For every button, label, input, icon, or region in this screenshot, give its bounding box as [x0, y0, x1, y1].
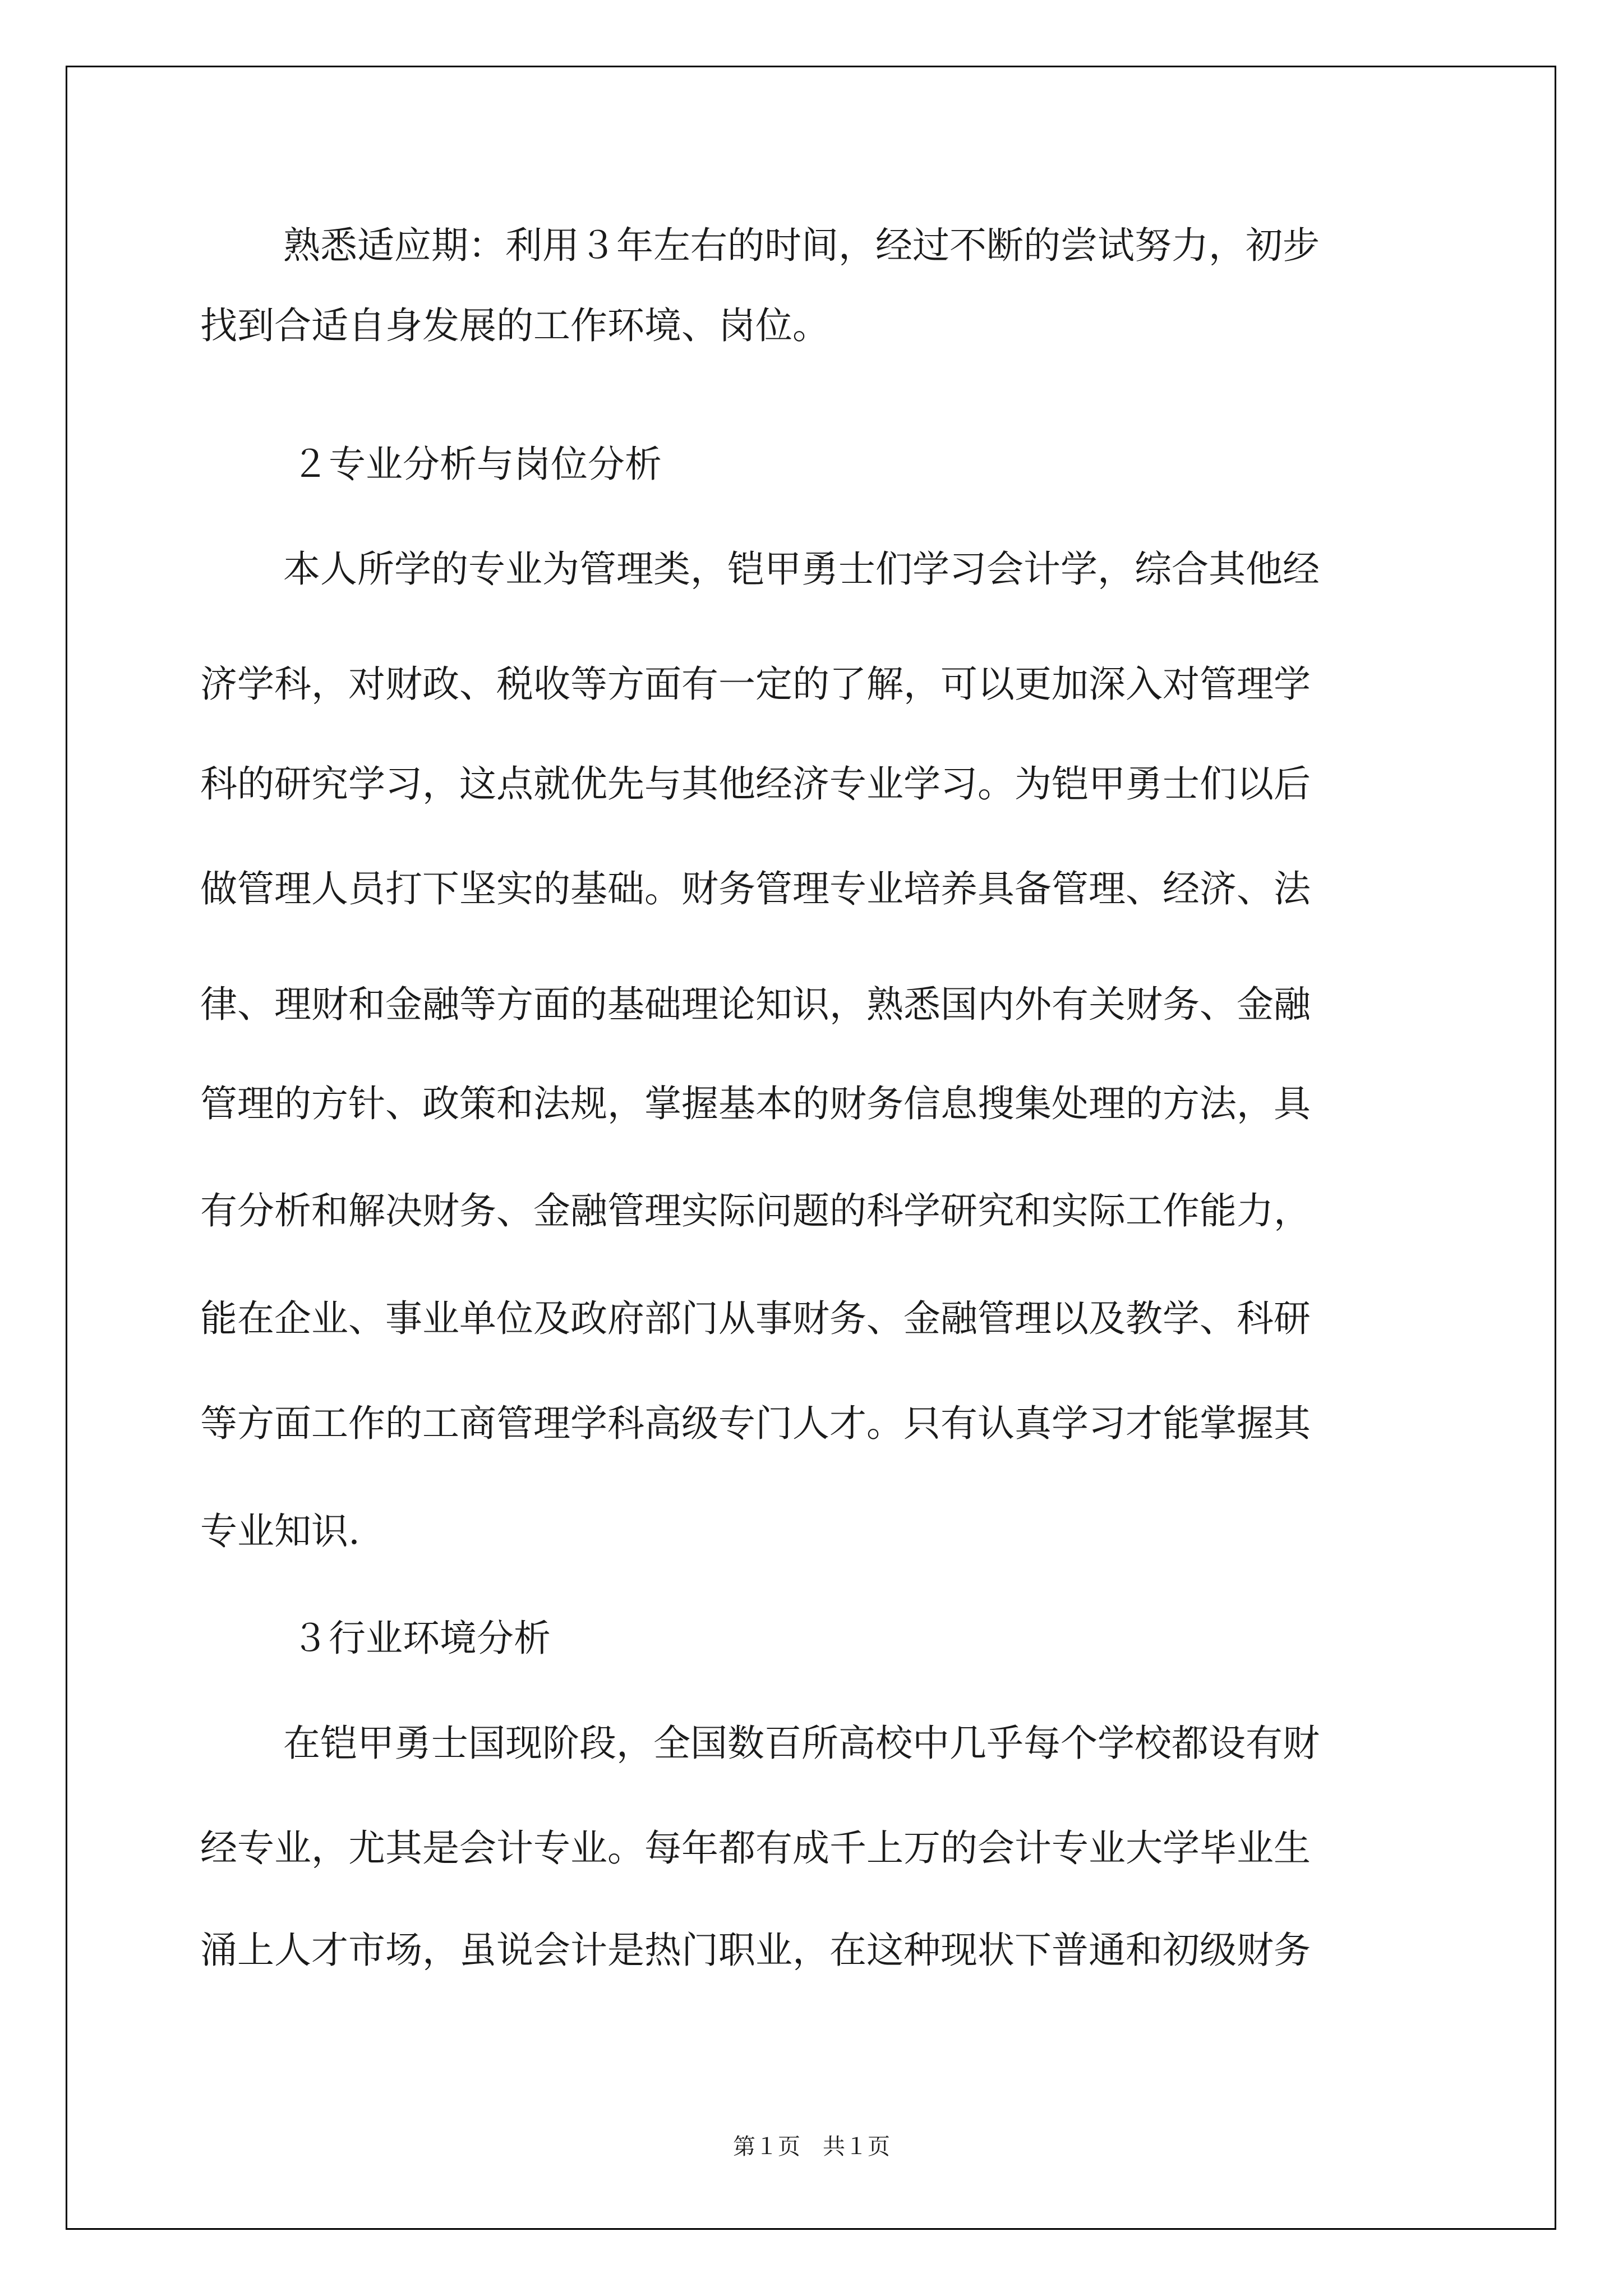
section-heading: ３行业环境分析: [292, 1617, 551, 1660]
page-border: [66, 66, 1556, 2230]
section-heading: ２专业分析与岗位分析: [292, 443, 662, 486]
paragraph-line: 本人所学的专业为管理类，铠甲勇士们学习会计学，综合其他经: [283, 547, 1320, 591]
paragraph-line: 熟悉适应期：利用３年左右的时间，经过不断的尝试努力，初步: [283, 224, 1320, 267]
paragraph-line: 做管理人员打下坚实的基础。财务管理专业培养具备管理、经济、法: [200, 867, 1311, 910]
paragraph-line: 管理的方针、政策和法规，掌握基本的财务信息搜集处理的方法，具: [200, 1082, 1311, 1125]
paragraph-line: 找到合适自身发展的工作环境、岗位。: [200, 304, 829, 347]
page-footer: 第１页 共１页: [733, 2134, 890, 2159]
paragraph-line: 有分析和解决财务、金融管理实际问题的科学研究和实际工作能力，: [200, 1189, 1311, 1232]
paragraph-line: 等方面工作的工商管理学科高级专门人才。只有认真学习才能掌握其: [200, 1402, 1311, 1445]
paragraph-line: 经专业，尤其是会计专业。每年都有成千上万的会计专业大学毕业生: [200, 1826, 1311, 1870]
paragraph-line: 律、理财和金融等方面的基础理论知识，熟悉国内外有关财务、金融: [200, 983, 1311, 1026]
paragraph-line: 济学科，对财政、税收等方面有一定的了解，可以更加深入对管理学: [200, 662, 1311, 706]
paragraph-line: 专业知识.: [200, 1510, 360, 1553]
paragraph-line: 科的研究学习，这点就优先与其他经济专业学习。为铠甲勇士们以后: [200, 762, 1311, 806]
paragraph-line: 在铠甲勇士国现阶段，全国数百所高校中几乎每个学校都设有财: [283, 1722, 1320, 1765]
paragraph-line: 能在企业、事业单位及政府部门从事财务、金融管理以及教学、科研: [200, 1297, 1311, 1340]
paragraph-line: 涌上人才市场，虽说会计是热门职业，在这种现状下普通和初级财务: [200, 1929, 1311, 1972]
